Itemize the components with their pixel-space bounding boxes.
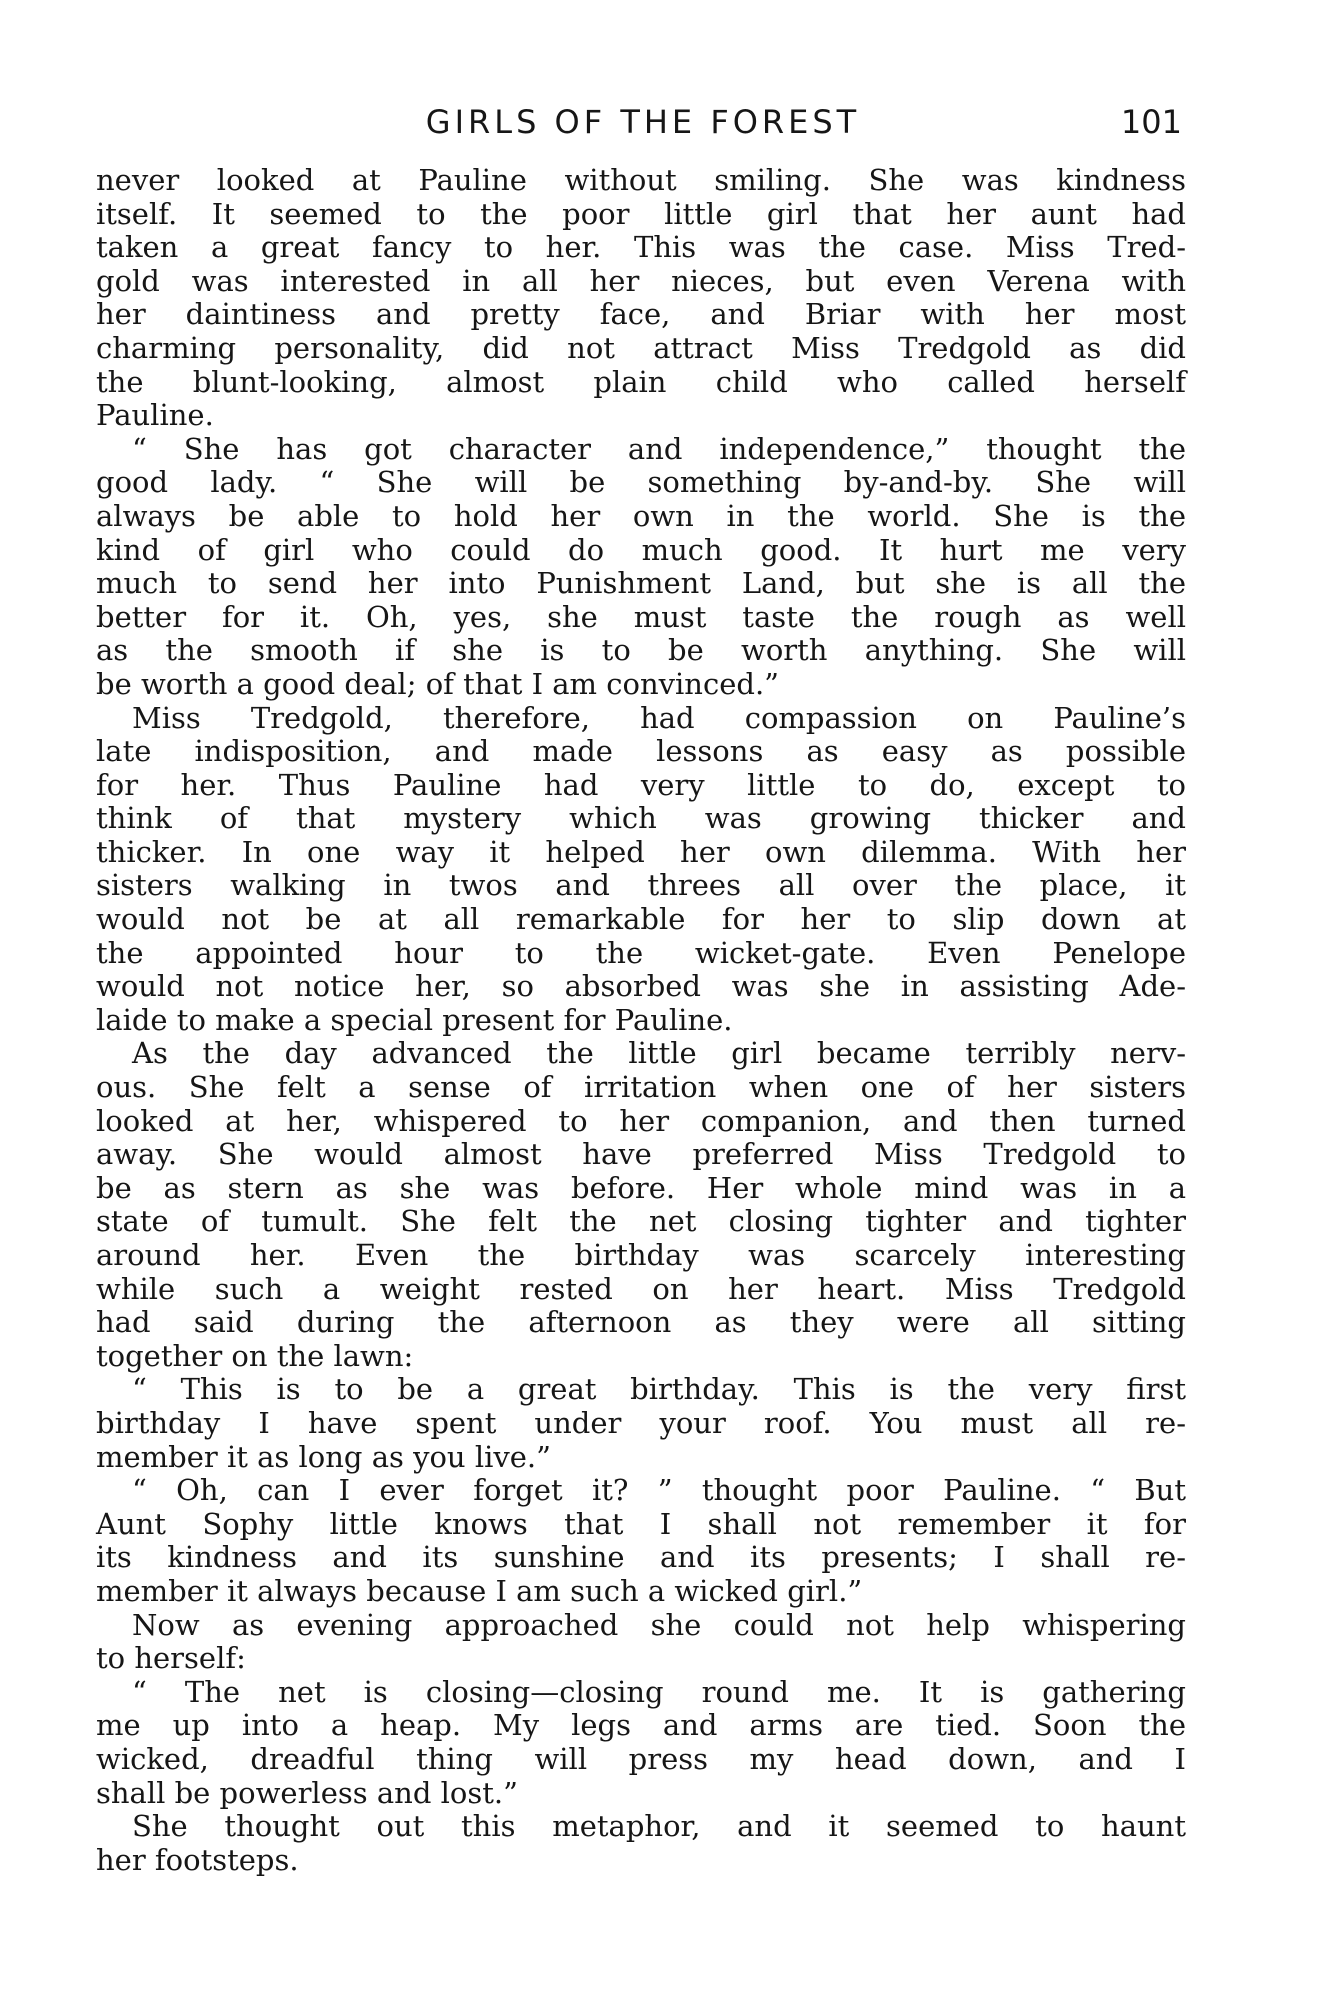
text-line: taken a great fancy to her. This was the case. Miss Tred- <box>96 230 1186 265</box>
text-line: together on the lawn: <box>96 1338 414 1373</box>
text-line: its kindness and its sunshine and its presents; I shall re- <box>96 1540 1186 1575</box>
paragraph-3 <box>96 702 1186 1038</box>
text-line: good lady. “ She will be something by-and-by. She will <box>96 465 1186 500</box>
text-line: shall be powerless and lost.” <box>96 1775 518 1810</box>
text-line: away. She would almost have preferred Miss Tredgold to <box>96 1137 1186 1172</box>
text-line: gold was interested in all her nieces, but even Verena with <box>96 263 1186 298</box>
paragraph-2 <box>96 433 1186 702</box>
paragraph-6 <box>96 1474 1186 1608</box>
text-line: She thought out this metaphor, and it seemed to haunt <box>132 1809 1186 1844</box>
text-line: the appointed hour to the wicket-gate. Even Penelope <box>96 935 1186 970</box>
text-line: her daintiness and pretty face, and Briar with her most <box>96 297 1186 332</box>
text-line: state of tumult. She felt the net closing tighter and tighter <box>96 1204 1186 1239</box>
text-line: would not be at all remarkable for her to slip down at <box>96 902 1186 937</box>
text-line: much to send her into Punishment Land, but she is all the <box>96 566 1186 601</box>
running-header <box>96 100 1190 150</box>
text-line: as the smooth if she is to be worth anything. She will <box>96 633 1186 668</box>
text-line: Miss Tredgold, therefore, had compassion on Pauline’s <box>132 700 1186 735</box>
text-line: “ She has got character and independence,” thought the <box>132 431 1186 466</box>
text-line: to herself: <box>96 1641 246 1676</box>
paragraph-5 <box>96 1373 1186 1474</box>
text-line: charming personality, did not attract Miss Tredgold as did <box>96 330 1186 365</box>
text-line: member it always because I am such a wicked girl.” <box>96 1573 863 1608</box>
text-line: better for it. Oh, yes, she must taste the rough as well <box>96 599 1186 634</box>
text-line: would not notice her, so absorbed was she in assisting Ade- <box>96 969 1186 1004</box>
text-line: kind of girl who could do much good. It hurt me very <box>96 532 1186 567</box>
paragraph-8 <box>96 1676 1186 1810</box>
text-line: be worth a good deal; of that I am convinced.” <box>96 666 780 701</box>
text-line: Now as evening approached she could not help whispering <box>132 1607 1186 1642</box>
text-line: late indisposition, and made lessons as easy as possible <box>96 734 1186 769</box>
text-line: “ Oh, can I ever forget it? ” thought poor Pauline. “ But <box>132 1473 1186 1508</box>
text-line: always be able to hold her own in the world. She is the <box>96 498 1186 533</box>
text-line: the blunt-looking, almost plain child who called herself <box>96 364 1186 399</box>
text-line: ous. She felt a sense of irritation when one of her sisters <box>96 1070 1186 1105</box>
paragraph-1 <box>96 164 1186 433</box>
text-line: As the day advanced the little girl became terribly nerv- <box>132 1036 1186 1071</box>
text-line: think of that mystery which was growing thicker and <box>96 801 1186 836</box>
text-line: looked at her, whispered to her companion, and then turned <box>96 1103 1186 1138</box>
text-line: “ This is to be a great birthday. This is the very first <box>132 1372 1186 1407</box>
text-line: Aunt Sophy little knows that I shall not remember it for <box>96 1506 1186 1541</box>
paragraph-9 <box>96 1810 1186 1877</box>
text-line: itself. It seemed to the poor little girl that her aunt had <box>96 196 1186 231</box>
text-line: for her. Thus Pauline had very little to do, except to <box>96 767 1186 802</box>
page-number: 101 <box>1120 103 1182 141</box>
text-line: around her. Even the birthday was scarcely interesting <box>96 1238 1186 1272</box>
text-line: birthday I have spent under your roof. You must all re- <box>96 1405 1186 1440</box>
text-line: Pauline. <box>96 398 214 433</box>
text-line: be as stern as she was before. Her whole mind was in a <box>96 1170 1186 1205</box>
paragraph-7 <box>96 1609 1186 1676</box>
text-line: sisters walking in twos and threes all over the place, it <box>96 868 1186 903</box>
text-line: laide to make a special present for Pauline. <box>96 1002 733 1037</box>
text-line: “ The net is closing—closing round me. It is gathering <box>132 1674 1186 1709</box>
text-line: wicked, dreadful thing will press my head down, and I <box>96 1741 1186 1776</box>
paragraph-4 <box>96 1037 1186 1373</box>
body-text <box>96 164 1186 1877</box>
text-line: had said during the afternoon as they were all sitting <box>96 1305 1186 1340</box>
text-line: member it as long as you live.” <box>96 1439 551 1474</box>
text-line: never looked at Pauline without smiling. She was kindness <box>96 163 1186 197</box>
text-line: her footsteps. <box>96 1842 299 1877</box>
text-line: while such a weight rested on her heart. Miss Tredgold <box>96 1271 1186 1306</box>
running-title: GIRLS OF THE FOREST <box>425 103 861 141</box>
text-line: me up into a heap. My legs and arms are tied. Soon the <box>96 1708 1186 1743</box>
text-line: thicker. In one way it helped her own dilemma. With her <box>96 834 1186 869</box>
